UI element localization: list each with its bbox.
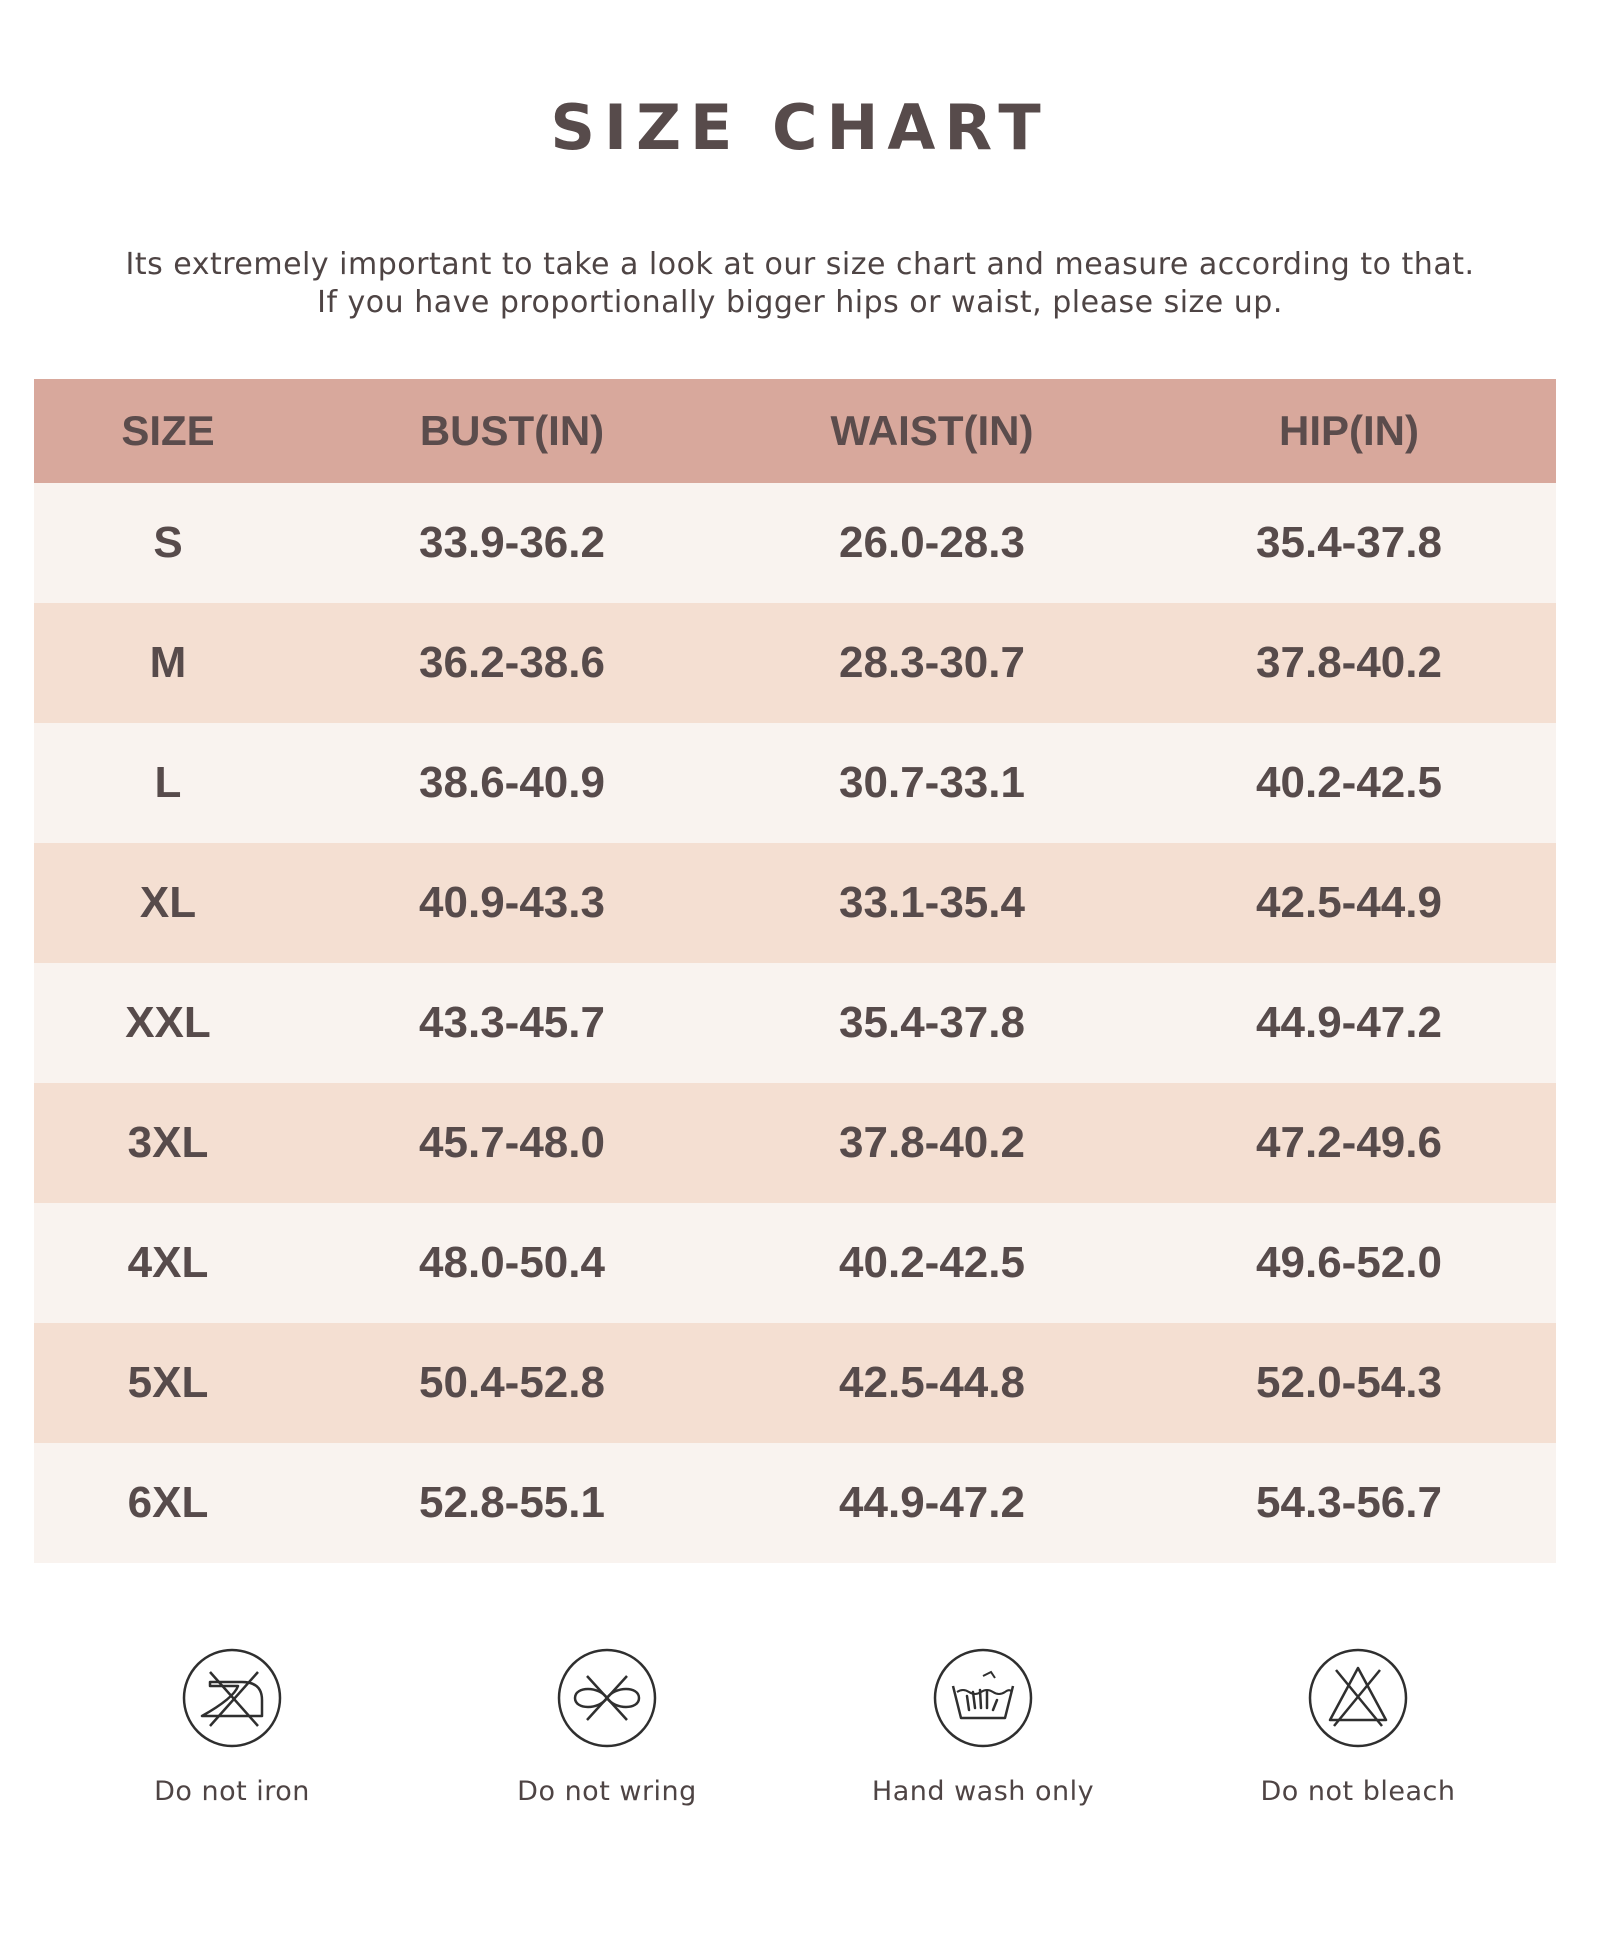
- header-bust: BUST(IN): [419, 407, 605, 454]
- care-label: Do not wring: [517, 1776, 697, 1807]
- care-item-no-bleach: [1208, 1646, 1508, 1807]
- care-label: Do not iron: [154, 1776, 310, 1807]
- table-row: [34, 1443, 1556, 1563]
- hip-cell: 49.6-52.0: [1256, 1238, 1442, 1287]
- hip-cell: 47.2-49.6: [1256, 1118, 1442, 1167]
- hip-cell: 40.2-42.5: [1256, 758, 1442, 807]
- table-row: [34, 1083, 1556, 1203]
- table-row: [34, 483, 1556, 603]
- hand-wash-icon: [931, 1646, 1035, 1750]
- bust-cell: 50.4-52.8: [419, 1358, 605, 1407]
- header-size: SIZE: [121, 407, 215, 454]
- bust-cell: 43.3-45.7: [419, 998, 605, 1047]
- waist-cell: 28.3-30.7: [839, 638, 1025, 687]
- care-instructions: [0, 1646, 1600, 1826]
- page-title: SIZE CHART: [550, 91, 1050, 164]
- intro-text: [0, 246, 1600, 322]
- hip-cell: 35.4-37.8: [1256, 518, 1442, 567]
- hip-cell: 42.5-44.9: [1256, 878, 1442, 927]
- waist-cell: 37.8-40.2: [839, 1118, 1025, 1167]
- waist-cell: 30.7-33.1: [839, 758, 1025, 807]
- header-waist: WAIST(IN): [830, 407, 1034, 454]
- waist-cell: 42.5-44.8: [839, 1358, 1025, 1407]
- no-bleach-icon: [1306, 1646, 1410, 1750]
- care-item-no-wring: [457, 1646, 757, 1807]
- waist-cell: 40.2-42.5: [839, 1238, 1025, 1287]
- size-cell: S: [153, 518, 183, 567]
- intro-line-2: If you have proportionally bigger hips or waist, please size up.: [317, 285, 1283, 320]
- waist-cell: 44.9-47.2: [839, 1478, 1025, 1527]
- bust-cell: 52.8-55.1: [419, 1478, 605, 1527]
- care-label: Do not bleach: [1260, 1776, 1456, 1807]
- size-cell: M: [149, 638, 187, 687]
- size-cell: XXL: [125, 998, 211, 1047]
- no-wring-icon: [555, 1646, 659, 1750]
- header-hip: HIP(IN): [1279, 407, 1419, 454]
- intro-line-1: Its extremely important to take a look at our size chart and measure according to that.: [125, 247, 1475, 282]
- size-cell: 6XL: [127, 1478, 209, 1527]
- table-header-row: [34, 379, 1556, 483]
- no-iron-icon: [180, 1646, 284, 1750]
- waist-cell: 26.0-28.3: [839, 518, 1025, 567]
- table-row: [34, 963, 1556, 1083]
- size-cell: 4XL: [127, 1238, 209, 1287]
- table-row: [34, 1323, 1556, 1443]
- size-table: [34, 379, 1556, 1563]
- bust-cell: 36.2-38.6: [419, 638, 605, 687]
- waist-cell: 33.1-35.4: [839, 878, 1025, 927]
- hip-cell: 44.9-47.2: [1256, 998, 1442, 1047]
- care-label: Hand wash only: [871, 1776, 1095, 1807]
- care-item-no-iron: [82, 1646, 382, 1807]
- bust-cell: 33.9-36.2: [419, 518, 605, 567]
- hip-cell: 37.8-40.2: [1256, 638, 1442, 687]
- size-cell: 5XL: [127, 1358, 209, 1407]
- table-row: [34, 843, 1556, 963]
- hip-cell: 54.3-56.7: [1256, 1478, 1442, 1527]
- size-cell: XL: [139, 878, 197, 927]
- table-row: [34, 723, 1556, 843]
- table-row: [34, 1203, 1556, 1323]
- size-cell: 3XL: [127, 1118, 209, 1167]
- bust-cell: 38.6-40.9: [419, 758, 605, 807]
- waist-cell: 35.4-37.8: [839, 998, 1025, 1047]
- table-row: [34, 603, 1556, 723]
- bust-cell: 40.9-43.3: [419, 878, 605, 927]
- care-item-hand-wash: [833, 1646, 1133, 1807]
- hip-cell: 52.0-54.3: [1256, 1358, 1442, 1407]
- size-cell: L: [154, 758, 182, 807]
- bust-cell: 48.0-50.4: [419, 1238, 605, 1287]
- bust-cell: 45.7-48.0: [419, 1118, 605, 1167]
